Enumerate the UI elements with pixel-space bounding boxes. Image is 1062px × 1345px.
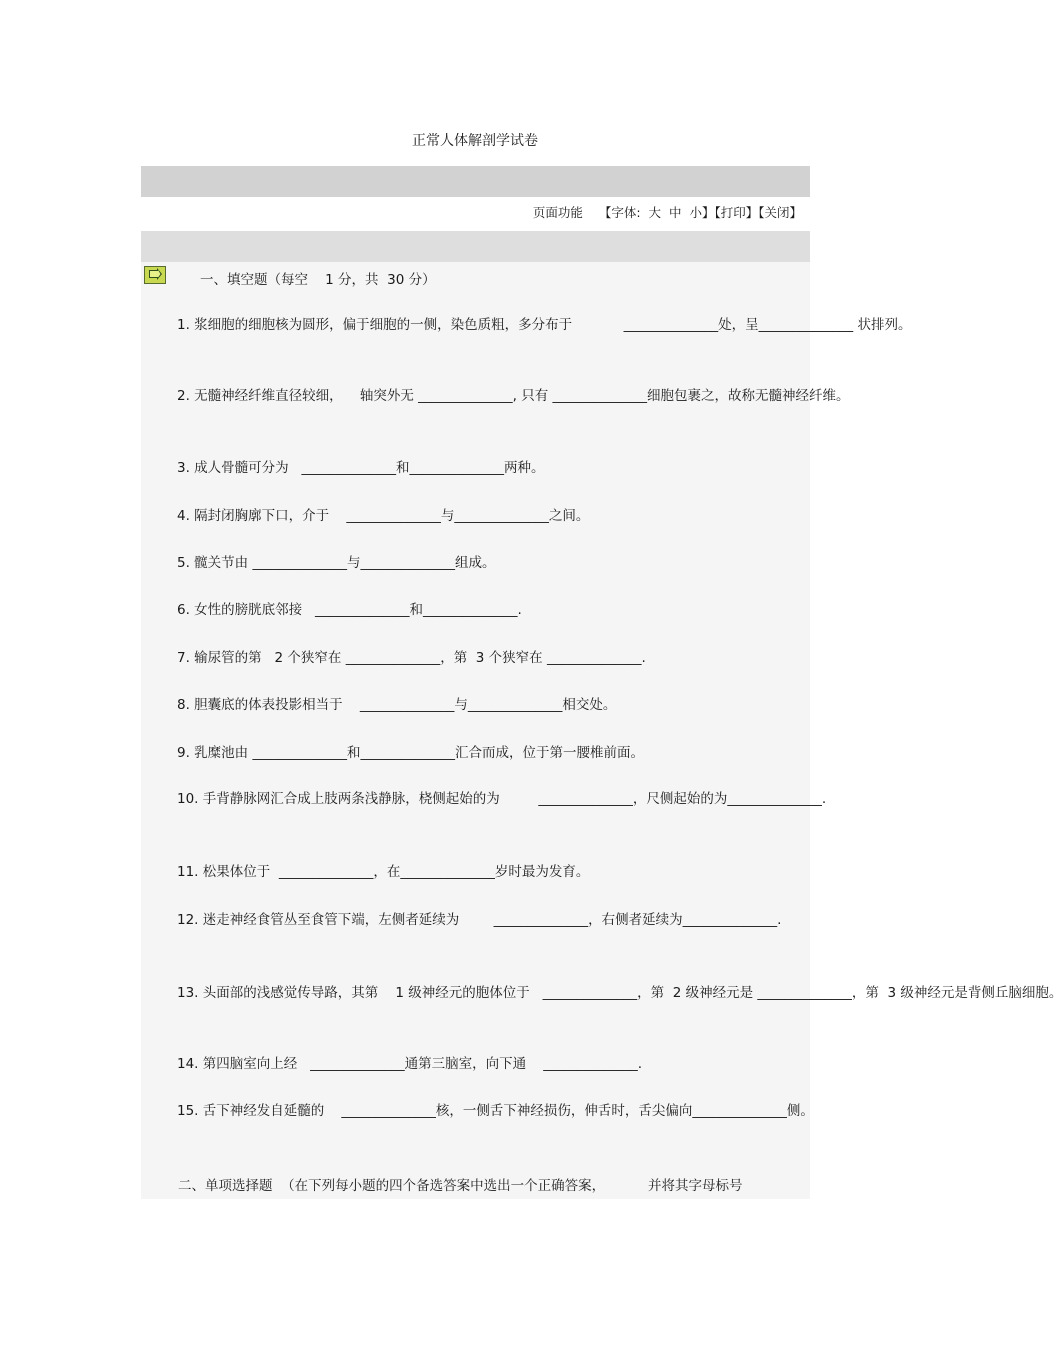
section-2-heading: 二、单项选择题 （在下列每小题的四个备选答案中选出一个正确答案， 并将其字母标号 (178, 1178, 743, 1194)
font-label-end: 】 (701, 205, 715, 220)
sub-header-bar (141, 231, 810, 262)
question-7: 7. 输尿管的第 2 个狭窄在 ______________，第 3 个狭窄在 ______________. (177, 650, 646, 666)
font-label: 【字体: (598, 205, 641, 220)
page-functions-label: 页面功能 (532, 205, 583, 220)
close-link[interactable]: 【关闭】 (758, 205, 802, 220)
question-4: 4. 隔封闭胸廓下口，介于 ______________与______________之间。 (177, 508, 590, 524)
question-1: 1. 浆细胞的细胞核为圆形，偏于细胞的一侧，染色质粗，多分布于 ______________处，呈______________ 状排列。 (177, 317, 912, 333)
question-12: 12. 迷走神经食管丛至食管下端，左侧者延续为 ______________，右侧者延续为______________. (177, 912, 782, 928)
question-6: 6. 女性的膀胱底邻接 ______________和______________. (177, 602, 522, 618)
font-large-link[interactable]: 大 (648, 205, 662, 220)
question-13: 13. 头面部的浅感觉传导路，其第 1 级神经元的胞体位于 ______________，第 2 级神经元是 ______________，第 3 级神经元是背侧丘脑细胞。 (177, 985, 1062, 1001)
font-small-link[interactable]: 小 (689, 205, 702, 220)
print-link[interactable]: 【打印】 (714, 205, 759, 220)
question-10: 10. 手背静脉网汇合成上肢两条浅静脉，桡侧起始的为 ______________，尺侧起始的为______________. (177, 791, 827, 807)
question-5: 5. 髋关节由 ______________与______________组成。 (177, 555, 496, 571)
question-2: 2. 无髓神经纤维直径较细， 轴突外无 ______________, 只有 ______________细胞包裹之，故称无髓神经纤维。 (177, 388, 850, 404)
header-bar (141, 166, 810, 197)
page-functions-toolbar (141, 203, 802, 221)
arrow-icon (144, 266, 166, 284)
question-11: 11. 松果体位于 ______________，在______________岁时最为发育。 (177, 864, 590, 880)
question-8: 8. 胆囊底的体表投影相当于 ______________与______________相交处。 (177, 697, 617, 713)
question-3: 3. 成人骨髓可分为 ______________和______________两种。 (177, 460, 545, 476)
page-title: 正常人体解剖学试卷 (412, 133, 538, 149)
question-9: 9. 乳糜池由 ______________和______________汇合而成，位于第一腰椎前面。 (177, 745, 644, 761)
section-1-heading: 一、填空题（每空 1 分，共 30 分） (200, 272, 436, 288)
font-medium-link[interactable]: 中 (668, 205, 682, 220)
question-14: 14. 第四脑室向上经 ______________通第三脑室，向下通 ______________. (177, 1056, 643, 1072)
question-15: 15. 舌下神经发自延髓的 ______________核，一侧舌下神经损伤，伸舌时，舌尖偏向______________侧。 (177, 1103, 814, 1119)
